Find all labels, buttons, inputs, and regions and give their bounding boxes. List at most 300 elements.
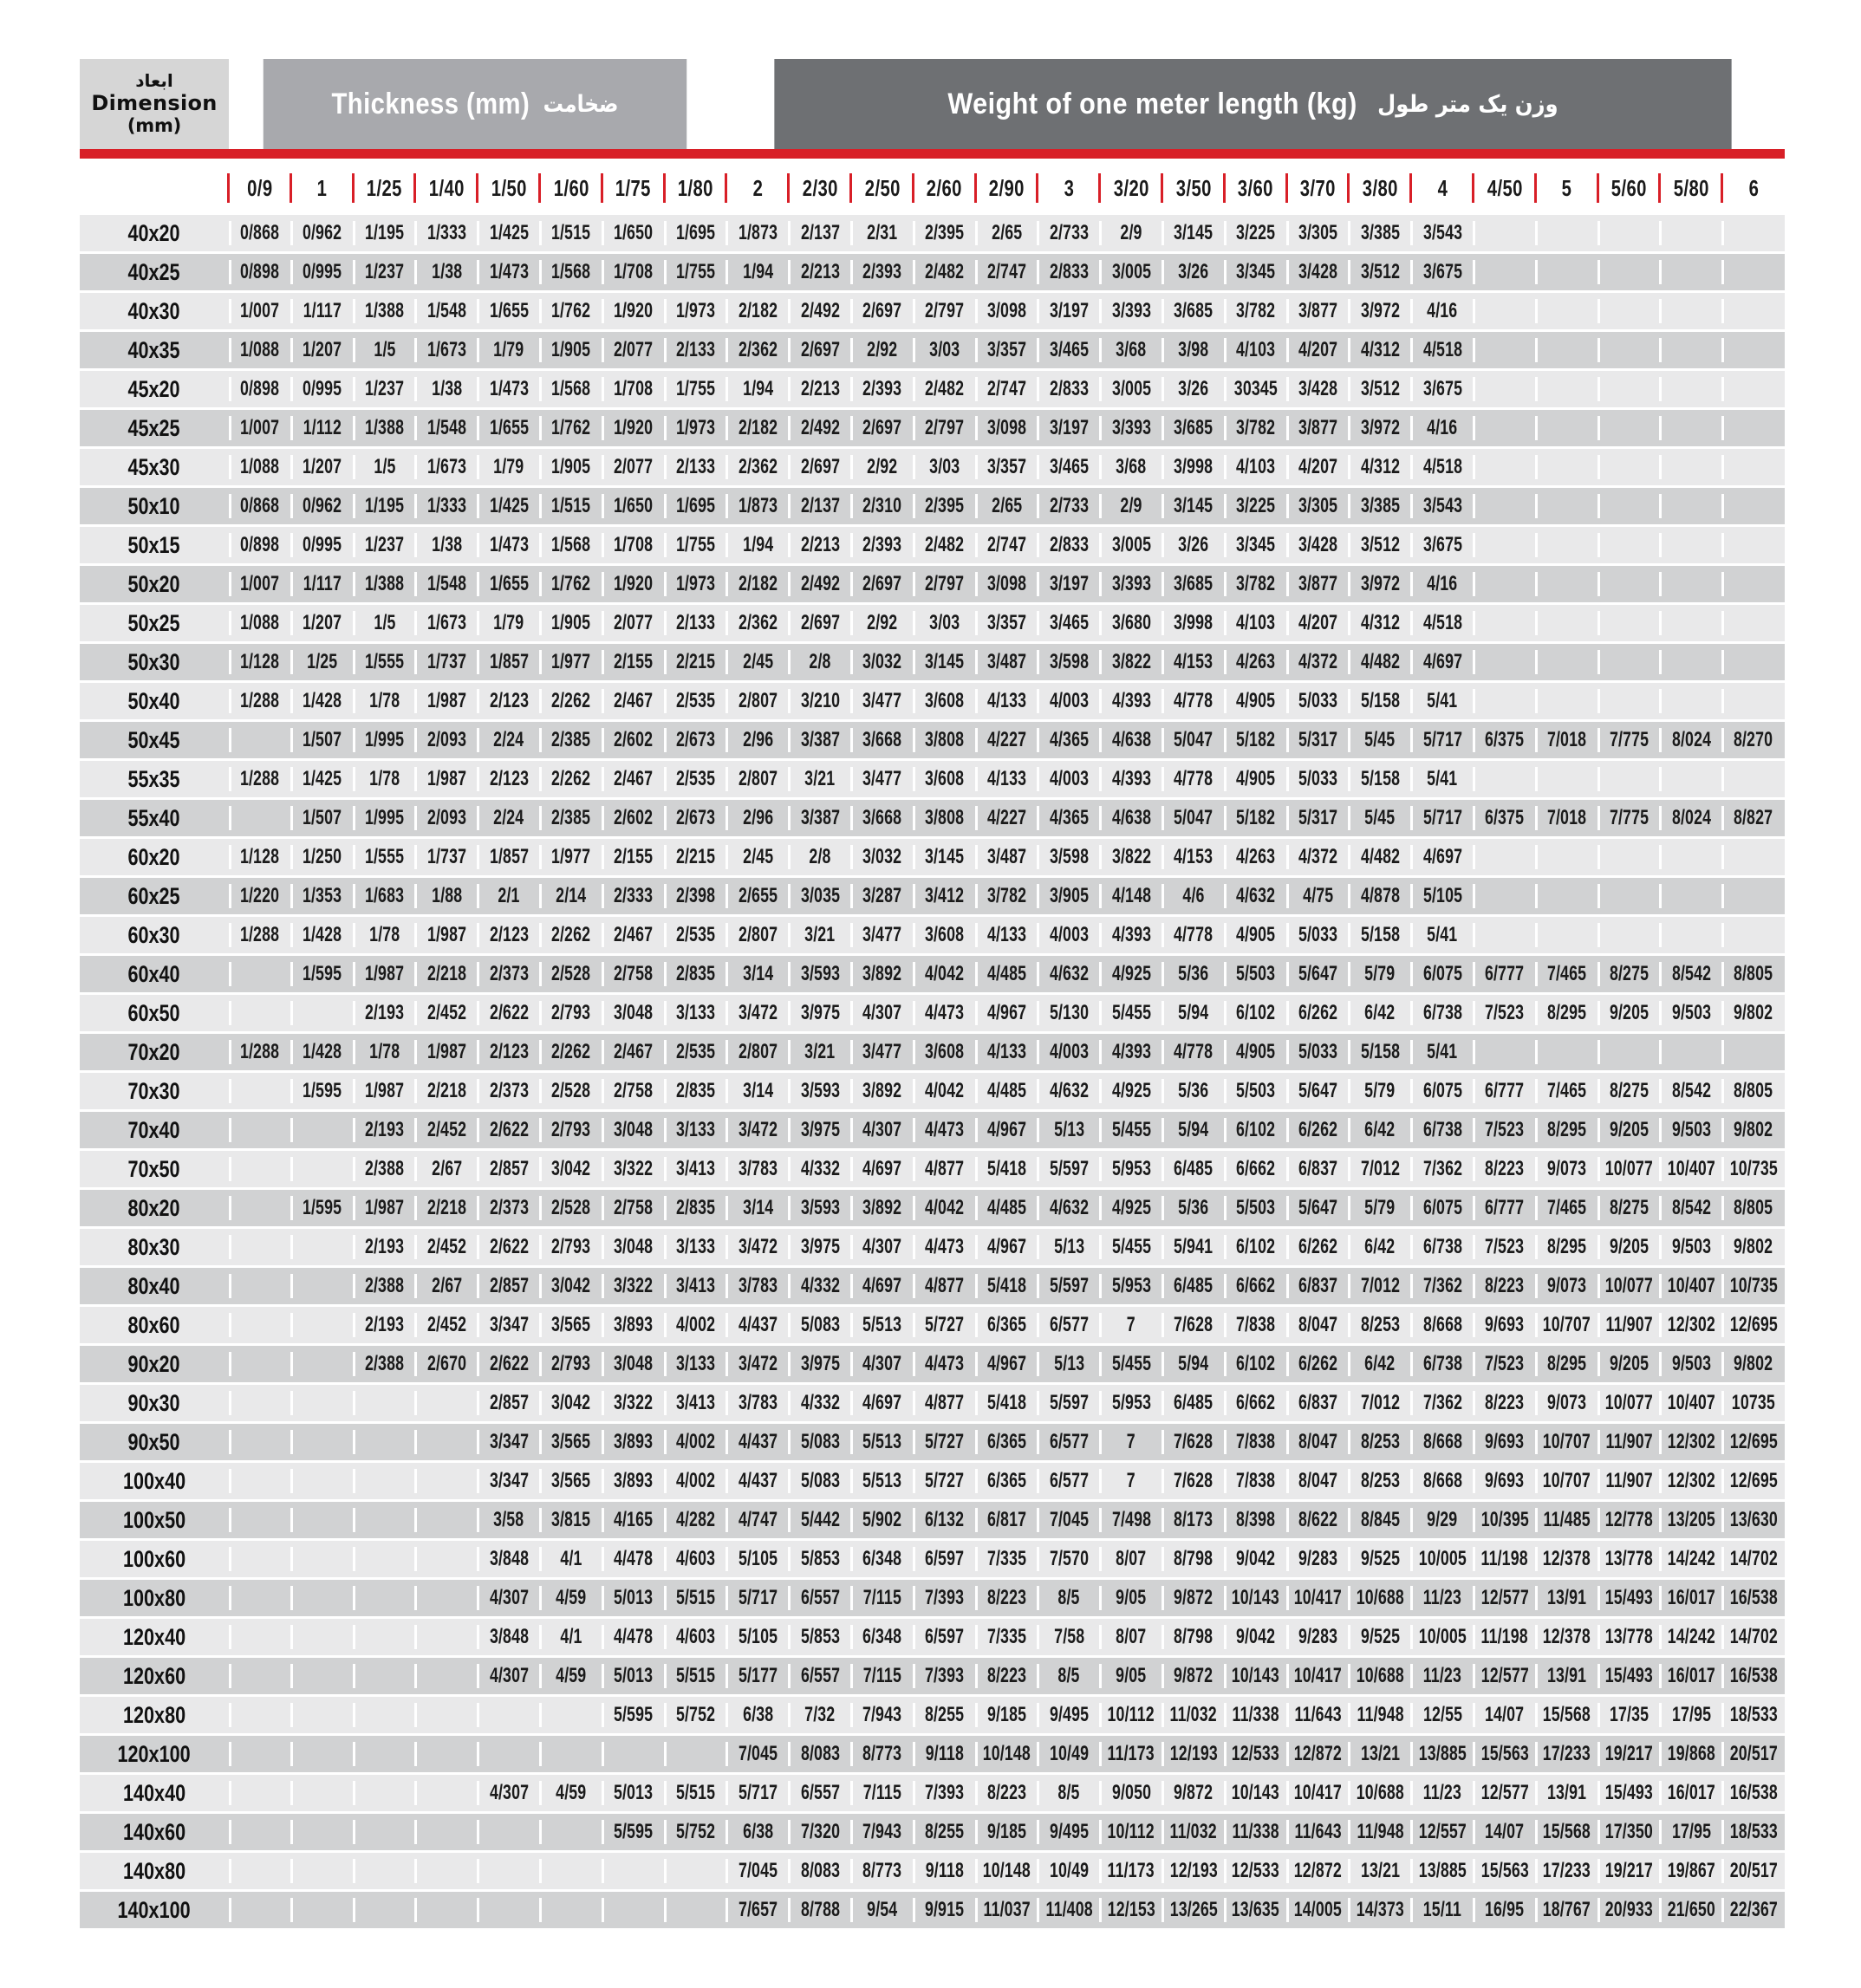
weight-cell-text: 2/528 xyxy=(551,1079,591,1102)
weight-cell-text: 9/185 xyxy=(986,1820,1027,1843)
weight-cell xyxy=(229,605,291,641)
weight-cell xyxy=(354,995,416,1031)
weight-cell-text: 0/898 xyxy=(240,260,280,283)
weight-cell-text: 2/92 xyxy=(867,338,898,361)
weight-cell xyxy=(1536,995,1598,1031)
weight-cell-text: 5/853 xyxy=(800,1625,840,1648)
weight-cell xyxy=(1100,1229,1162,1265)
weight-cell xyxy=(976,1268,1038,1304)
weight-cell-text: 7/523 xyxy=(1485,1352,1525,1375)
weight-cells-container xyxy=(229,995,1785,1031)
weight-cell-text: 1/905 xyxy=(551,611,591,634)
weight-cell xyxy=(478,878,540,914)
weight-cell-text: 4/632 xyxy=(1049,962,1089,985)
weight-cell-text: 4/603 xyxy=(675,1625,716,1648)
weight-cell xyxy=(602,878,665,914)
dimension-cell-text: 45x30 xyxy=(127,453,181,480)
weight-cell-text: 5/597 xyxy=(1049,1157,1089,1180)
weight-cell xyxy=(1162,995,1225,1031)
weight-cell xyxy=(1722,1307,1785,1343)
weight-cell xyxy=(726,488,789,524)
weight-cell-text: 1/977 xyxy=(551,650,591,673)
weight-cell xyxy=(851,1307,914,1343)
weight-cell xyxy=(415,800,478,836)
weight-cell-text: 2/1 xyxy=(498,884,520,907)
dimension-cell xyxy=(80,1307,229,1343)
weight-cell xyxy=(1162,1736,1225,1772)
weight-cell xyxy=(1598,488,1661,524)
weight-cell xyxy=(1598,1697,1661,1733)
weight-cell xyxy=(602,1775,665,1811)
dimension-cell xyxy=(80,566,229,602)
weight-cell-text: 3/21 xyxy=(804,923,836,946)
weight-cell xyxy=(976,1502,1038,1538)
weight-cell-text: 4/307 xyxy=(862,1352,902,1375)
weight-cell-text: 1/987 xyxy=(364,962,405,985)
weight-cell-text: 10/077 xyxy=(1604,1274,1654,1297)
weight-cell-text: 13/885 xyxy=(1418,1742,1467,1765)
weight-cell xyxy=(726,449,789,485)
weight-cell xyxy=(726,1814,789,1850)
weight-cell xyxy=(726,1385,789,1421)
weight-cell xyxy=(291,1463,354,1499)
weight-cell xyxy=(540,878,602,914)
weight-cell-text: 3/428 xyxy=(1298,533,1338,556)
weight-cell xyxy=(851,956,914,992)
dimension-cell-text: 70x40 xyxy=(127,1116,181,1143)
weight-cell xyxy=(1722,1892,1785,1928)
weight-cell-text: 3/225 xyxy=(1236,494,1276,517)
weight-cell-text: 8/773 xyxy=(862,1742,902,1765)
thickness-column-label xyxy=(914,170,976,206)
weight-cell xyxy=(1038,1151,1100,1187)
weight-cell-text: 3/593 xyxy=(800,962,840,985)
weight-cell xyxy=(354,1658,416,1694)
weight-cells-container xyxy=(229,1580,1785,1616)
weight-cell xyxy=(229,1502,291,1538)
weight-cell-text: 10/735 xyxy=(1729,1157,1778,1180)
weight-cell xyxy=(291,488,354,524)
weight-cell-text: 6/597 xyxy=(925,1547,965,1570)
weight-cell xyxy=(229,293,291,329)
weight-cell-text: 15/493 xyxy=(1604,1781,1654,1804)
weight-cell-text: 6/132 xyxy=(925,1508,965,1531)
weight-cell-text: 3/225 xyxy=(1236,221,1276,244)
weight-cell-text: 8/805 xyxy=(1734,1079,1773,1102)
weight-cell-text: 3/387 xyxy=(800,728,840,751)
weight-cell-text: 2/807 xyxy=(738,1040,778,1063)
weight-cell xyxy=(415,488,478,524)
weight-cell-text: 1/195 xyxy=(364,221,405,244)
weight-cell-text: 4/967 xyxy=(986,1001,1027,1024)
weight-cells-container xyxy=(229,1268,1785,1304)
weight-cell xyxy=(1162,1346,1225,1382)
weight-cell-text: 1/695 xyxy=(675,494,716,517)
weight-cell-text: 2/193 xyxy=(364,1001,405,1024)
weight-cell xyxy=(229,644,291,680)
weight-cell xyxy=(478,956,540,992)
weight-cell xyxy=(1722,215,1785,251)
thickness-column-label xyxy=(1411,170,1474,206)
weight-cell xyxy=(291,1736,354,1772)
weight-cell-text: 3/68 xyxy=(1116,455,1147,478)
weight-cell xyxy=(229,1658,291,1694)
weight-cell xyxy=(1474,1775,1536,1811)
weight-cell xyxy=(1162,722,1225,758)
weight-cell-text: 6/075 xyxy=(1422,1079,1462,1102)
weight-cell-text: 11/198 xyxy=(1480,1625,1528,1648)
weight-cell xyxy=(1536,1619,1598,1655)
weight-cell-text: 1/207 xyxy=(303,338,342,361)
weight-cell xyxy=(976,917,1038,953)
weight-cell-text: 4/482 xyxy=(1360,845,1400,868)
weight-cell xyxy=(415,1073,478,1109)
weight-cell xyxy=(1287,1853,1350,1889)
weight-cell-text: 8/223 xyxy=(1485,1157,1525,1180)
table-row xyxy=(80,410,1785,446)
weight-cell xyxy=(1349,1580,1411,1616)
weight-cell-text: 1/762 xyxy=(551,416,591,439)
thickness-column-label xyxy=(1287,170,1350,206)
weight-cell xyxy=(229,332,291,368)
weight-cell xyxy=(1100,956,1162,992)
weight-cell xyxy=(602,1619,665,1655)
weight-cell-text: 2/857 xyxy=(489,1391,529,1414)
dimension-cell xyxy=(80,995,229,1031)
weight-cell xyxy=(1225,1307,1287,1343)
weight-cell xyxy=(976,995,1038,1031)
weight-cell xyxy=(726,215,789,251)
weight-cell-text: 4/307 xyxy=(862,1001,902,1024)
dimension-cell-text: 120x100 xyxy=(117,1740,192,1767)
table-row xyxy=(80,800,1785,836)
weight-cell xyxy=(478,1814,540,1850)
weight-cell-text: 1/568 xyxy=(551,533,591,556)
weight-cell-text: 4/518 xyxy=(1422,338,1462,361)
weight-cell xyxy=(415,1385,478,1421)
weight-cell xyxy=(914,371,976,407)
weight-cell-text: 1/207 xyxy=(303,611,342,634)
thickness-column-label-text: 3/60 xyxy=(1238,174,1274,201)
weight-cell-text: 2/093 xyxy=(426,806,466,829)
weight-cell xyxy=(1349,1814,1411,1850)
weight-cell xyxy=(789,995,851,1031)
thickness-column-label xyxy=(1474,170,1536,206)
weight-cell xyxy=(1474,1307,1536,1343)
weight-cell xyxy=(415,1619,478,1655)
weight-cell xyxy=(1162,1619,1225,1655)
weight-cell xyxy=(1598,1151,1661,1187)
weight-cell-text: 7/838 xyxy=(1236,1430,1276,1453)
weight-cells-container xyxy=(229,1112,1785,1148)
weight-cells-container xyxy=(229,1736,1785,1772)
weight-cell xyxy=(851,1463,914,1499)
weight-cell-text: 2/093 xyxy=(426,728,466,751)
weight-cell-text: 9/915 xyxy=(925,1898,965,1921)
weight-cell xyxy=(726,1034,789,1070)
weight-cell-text: 4/697 xyxy=(862,1274,902,1297)
weight-cell-text: 5/033 xyxy=(1298,689,1338,712)
weight-cell xyxy=(354,527,416,563)
weight-cell-text: 4/372 xyxy=(1298,845,1338,868)
weight-cell-text: 4/153 xyxy=(1174,845,1214,868)
weight-cell xyxy=(1225,1502,1287,1538)
weight-cell xyxy=(1100,449,1162,485)
weight-cell xyxy=(914,1424,976,1460)
weight-cell xyxy=(1598,683,1661,719)
weight-cell xyxy=(1287,293,1350,329)
weight-cell-text: 3/133 xyxy=(675,1118,716,1141)
dimension-cell xyxy=(80,1034,229,1070)
weight-cell xyxy=(726,254,789,290)
weight-cell-text: 1/973 xyxy=(675,572,716,595)
weight-cells-container xyxy=(229,1619,1785,1655)
weight-cell-text: 7/045 xyxy=(738,1859,778,1882)
weight-cell xyxy=(415,1814,478,1850)
weight-cell xyxy=(1100,293,1162,329)
weight-cell xyxy=(1722,878,1785,914)
weight-cell xyxy=(478,761,540,797)
weight-cell-text: 3/305 xyxy=(1298,221,1338,244)
weight-cell-text: 1/388 xyxy=(364,299,405,322)
weight-cell xyxy=(1536,878,1598,914)
weight-cell-text: 7/362 xyxy=(1422,1274,1462,1297)
dimension-cell xyxy=(80,1892,229,1928)
weight-cell-text: 6/102 xyxy=(1236,1118,1276,1141)
weight-cell-text: 2/758 xyxy=(614,1079,654,1102)
weight-cell xyxy=(1287,839,1350,875)
weight-cell-text: 14/242 xyxy=(1667,1625,1715,1648)
weight-cell-text: 8/827 xyxy=(1734,806,1773,829)
weight-cell xyxy=(1411,1034,1474,1070)
weight-cell xyxy=(478,1541,540,1577)
weight-cell-text: 2/182 xyxy=(738,572,778,595)
weight-cells-container xyxy=(229,527,1785,563)
weight-cell-text: 2/747 xyxy=(986,533,1027,556)
weight-cell xyxy=(1349,800,1411,836)
weight-cell-text: 11/198 xyxy=(1480,1547,1528,1570)
weight-cell xyxy=(665,1580,727,1616)
weight-cell-text: 4/473 xyxy=(925,1352,965,1375)
weight-cell-text: 10/005 xyxy=(1418,1625,1467,1648)
weight-cell xyxy=(291,1073,354,1109)
weight-cell xyxy=(602,1814,665,1850)
weight-cell xyxy=(1225,1190,1287,1226)
weight-cell xyxy=(478,1229,540,1265)
weight-cell xyxy=(540,917,602,953)
weight-cell-text: 3/782 xyxy=(986,884,1027,907)
weight-cell xyxy=(1038,1697,1100,1733)
weight-cell xyxy=(1411,1658,1474,1694)
weight-cell-text: 2/835 xyxy=(675,1079,716,1102)
weight-cell xyxy=(1660,1658,1722,1694)
weight-cell-text: 4/75 xyxy=(1302,884,1334,907)
weight-cell-text: 2/45 xyxy=(742,650,773,673)
weight-cell xyxy=(1411,1580,1474,1616)
weight-cell xyxy=(789,215,851,251)
weight-cell xyxy=(229,683,291,719)
weight-cell-text: 8/275 xyxy=(1609,1079,1650,1102)
weight-cell-text: 3/005 xyxy=(1111,533,1151,556)
weight-cell xyxy=(665,566,727,602)
weight-cell-text: 5/455 xyxy=(1111,1235,1151,1258)
weight-cell-text: 3/393 xyxy=(1111,299,1151,322)
weight-cell xyxy=(478,410,540,446)
weight-cell xyxy=(415,761,478,797)
weight-cell-text: 19/867 xyxy=(1667,1859,1715,1882)
weight-cell-text: 10/417 xyxy=(1293,1586,1343,1609)
weight-cell xyxy=(726,761,789,797)
weight-cell-text: 5/727 xyxy=(925,1469,965,1492)
weight-cell xyxy=(1162,800,1225,836)
weight-cell-text: 1/38 xyxy=(431,377,462,400)
weight-cell xyxy=(354,1112,416,1148)
weight-cell xyxy=(976,1853,1038,1889)
weight-cell xyxy=(1660,917,1722,953)
weight-header-label-en: Weight of one meter length (kg) xyxy=(947,87,1357,120)
table-row xyxy=(80,644,1785,680)
weight-cell-text: 7/523 xyxy=(1485,1118,1525,1141)
weight-cell xyxy=(976,1892,1038,1928)
weight-cell xyxy=(1411,956,1474,992)
weight-cell-text: 15/563 xyxy=(1480,1742,1529,1765)
weight-cell xyxy=(229,761,291,797)
weight-cell-text: 6/075 xyxy=(1422,1196,1462,1219)
weight-cell xyxy=(1038,1814,1100,1850)
weight-cell xyxy=(1411,1307,1474,1343)
weight-cell-text: 11/338 xyxy=(1232,1703,1279,1726)
weight-cell xyxy=(1287,566,1350,602)
weight-cell xyxy=(415,1580,478,1616)
weight-cell-text: 3/892 xyxy=(862,1079,902,1102)
weight-cell-text: 13/265 xyxy=(1169,1898,1218,1921)
weight-cell xyxy=(914,1619,976,1655)
weight-cell xyxy=(1349,956,1411,992)
weight-cell xyxy=(1287,449,1350,485)
weight-cell xyxy=(1660,722,1722,758)
weight-cell-text: 8/083 xyxy=(800,1859,840,1882)
weight-cell-text: 2/758 xyxy=(614,962,654,985)
weight-cell-text: 8/668 xyxy=(1422,1469,1462,1492)
weight-cell-text: 4/042 xyxy=(925,962,965,985)
thickness-column-label-text: 1/80 xyxy=(677,174,713,201)
weight-cell-text: 10/143 xyxy=(1232,1664,1280,1687)
weight-cell xyxy=(726,1580,789,1616)
weight-cell xyxy=(914,1853,976,1889)
weight-cell-text: 3/565 xyxy=(551,1430,591,1453)
weight-cell xyxy=(1287,1892,1350,1928)
weight-cell xyxy=(1225,1424,1287,1460)
weight-cell xyxy=(789,1424,851,1460)
weight-cell xyxy=(1598,839,1661,875)
weight-cell xyxy=(665,1424,727,1460)
weight-cell xyxy=(1162,683,1225,719)
dimension-cell xyxy=(80,1853,229,1889)
weight-cell-text: 3/675 xyxy=(1422,260,1462,283)
weight-cell-text: 3/387 xyxy=(800,806,840,829)
weight-cell-text: 7/628 xyxy=(1174,1430,1214,1453)
weight-cell-text: 3/608 xyxy=(925,923,965,946)
thickness-column-label xyxy=(1349,170,1411,206)
dimension-cell-text: 50x40 xyxy=(127,687,181,714)
weight-cell-text: 3/14 xyxy=(742,1196,773,1219)
weight-cell xyxy=(478,1736,540,1772)
weight-cell-text: 6/662 xyxy=(1236,1391,1276,1414)
weight-cell-text: 6/837 xyxy=(1298,1157,1338,1180)
weight-cells-container xyxy=(229,1658,1785,1694)
weight-cell xyxy=(1038,1502,1100,1538)
weight-cell-text: 3/487 xyxy=(986,845,1027,868)
weight-cells-container xyxy=(229,293,1785,329)
weight-cell xyxy=(976,1346,1038,1382)
weight-cell-text: 13/205 xyxy=(1667,1508,1715,1531)
weight-cell-text: 5/033 xyxy=(1298,767,1338,790)
weight-cell xyxy=(602,1853,665,1889)
weight-cell-text: 9/872 xyxy=(1174,1664,1214,1687)
weight-cell-text: 3/428 xyxy=(1298,260,1338,283)
weight-cell xyxy=(354,488,416,524)
weight-cell-text: 3/593 xyxy=(800,1079,840,1102)
weight-cell-text: 2/193 xyxy=(364,1235,405,1258)
weight-cell-text: 12/153 xyxy=(1107,1898,1155,1921)
weight-cell-text: 14/242 xyxy=(1667,1547,1715,1570)
weight-cell-text: 16/95 xyxy=(1485,1898,1525,1921)
weight-cell xyxy=(1349,917,1411,953)
weight-cell xyxy=(1598,956,1661,992)
weight-cell-text: 4/6 xyxy=(1182,884,1205,907)
weight-cell-text: 2/833 xyxy=(1049,533,1089,556)
weight-cell-text: 20/933 xyxy=(1604,1898,1654,1921)
weight-cell-text: 3/14 xyxy=(742,1079,773,1102)
weight-cell-text: 4/1 xyxy=(560,1547,582,1570)
weight-cell xyxy=(1225,410,1287,446)
weight-cell-text: 3/048 xyxy=(614,1118,654,1141)
weight-cell-text: 4/103 xyxy=(1236,338,1276,361)
weight-cell-text: 10/077 xyxy=(1604,1157,1654,1180)
weight-cell xyxy=(291,1229,354,1265)
weight-cell xyxy=(291,527,354,563)
weight-cell xyxy=(1598,878,1661,914)
weight-cell-text: 2/535 xyxy=(675,689,716,712)
weight-cell-text: 5/455 xyxy=(1111,1352,1151,1375)
weight-cell-text: 2/385 xyxy=(551,728,591,751)
weight-cell xyxy=(1349,1034,1411,1070)
weight-cell xyxy=(1100,761,1162,797)
weight-cell-text: 3/98 xyxy=(1178,338,1209,361)
weight-cell-text: 1/5 xyxy=(373,338,396,361)
weight-cell xyxy=(291,215,354,251)
weight-cell-text: 7/362 xyxy=(1422,1157,1462,1180)
weight-cell xyxy=(354,1151,416,1187)
weight-cell xyxy=(665,1892,727,1928)
weight-cell-text: 2/833 xyxy=(1049,377,1089,400)
weight-cell-text: 14/373 xyxy=(1356,1898,1404,1921)
weight-cell xyxy=(1100,566,1162,602)
weight-cell xyxy=(1411,1073,1474,1109)
weight-cell-text: 21/650 xyxy=(1667,1898,1715,1921)
weight-cell xyxy=(1162,1229,1225,1265)
weight-cell xyxy=(478,332,540,368)
weight-cell xyxy=(1722,1619,1785,1655)
weight-cell xyxy=(478,1775,540,1811)
weight-cell xyxy=(1287,527,1350,563)
weight-cell-text: 8/542 xyxy=(1671,1196,1711,1219)
weight-cell xyxy=(914,1073,976,1109)
weight-cell xyxy=(540,1541,602,1577)
weight-cell-text: 9/073 xyxy=(1547,1274,1587,1297)
weight-cell xyxy=(851,917,914,953)
weight-cell-text: 0/962 xyxy=(303,494,342,517)
